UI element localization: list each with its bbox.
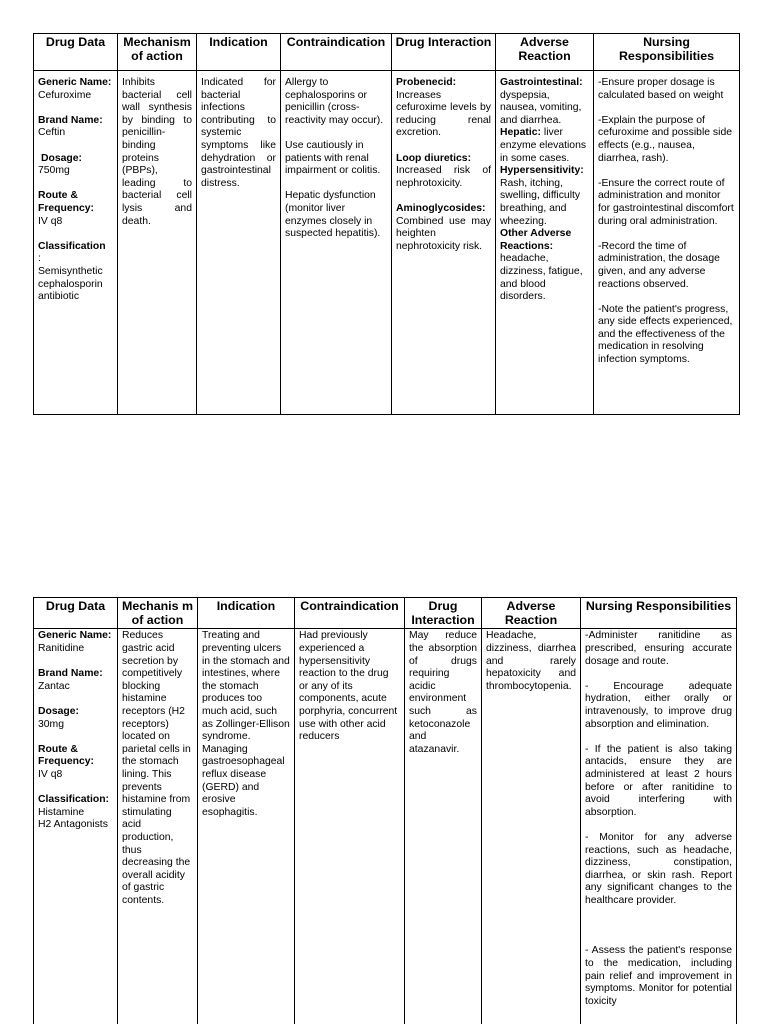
interaction-item [396,203,491,253]
header-drug-interaction: Drug Interaction [392,34,496,71]
nursing-item: -Ensure the correct route of administration and monitor for gastrointestinal discomfort during oral administration. [598,177,734,227]
cell-adverse-reaction [496,71,594,415]
table-row [34,71,740,415]
adverse-category: Hypersensitivity: [500,165,584,177]
header-indication: Indication [198,598,295,629]
generic-name-value: Cefuroxime [38,89,92,101]
cell-contraindication [281,71,392,415]
nursing-item: -Ensure proper dosage is calculated based on weight [598,77,724,101]
adverse-item [500,77,589,127]
header-indication: Indication [197,34,281,71]
nursing-item: - If the patient is also taking antacids, ensure they are administered at least 2 hours before or after ranitidine to avoid interfering with absorption. [585,743,732,818]
route-label: Route & Frequency: [38,743,95,768]
nursing-item: - Encourage adequate hydration, either orally or intravenously, to improve drug absorption and elimination. [585,680,732,730]
interaction-text: Combined use may heighten nephrotoxicity risk. [396,215,491,252]
classification-value: H2 Antagonists [38,819,108,831]
header-drug-data: Drug Data [34,598,118,629]
adverse-item [500,165,589,228]
interaction-drug-name: Aminoglycosides: [396,202,486,214]
classification-value: Histamine [38,806,85,818]
brand-name-label: Brand Name: [38,114,103,126]
interaction-text: Increased risk of nephrotoxicity. [396,165,491,189]
cell-drug-interaction [392,71,496,415]
route-label: Route & Frequency: [38,190,95,214]
table-row [34,629,737,1024]
generic-name-label: Generic Name: [38,77,112,88]
nursing-item: -Record the time of administration, the dosage given, and any adverse reactions observed. [598,240,720,290]
cell-nursing-responsibilities [581,629,737,1024]
header-nursing-responsibilities: Nursing Responsibilities [581,598,737,629]
cell-adverse-reaction: Headache, dizziness, diarrhea and rarely hepatoxicity and thrombocytopenia. [482,629,581,1024]
header-adverse-reaction: Adverse Reaction [482,598,581,629]
table-header-row [34,598,737,629]
drug-table-ranitidine [33,597,737,1024]
contraindication-item: Hepatic dysfunction (monitor liver enzymes closely in suspected hepatitis). [285,190,381,240]
cell-indication: Indicated for bacterial infections contributing to systemic symptoms like dehydration or gastrointestinal distress. [197,71,281,415]
dosage-label: Dosage: [41,152,82,164]
dosage-value: 750mg [38,165,70,177]
adverse-item [500,127,589,165]
brand-name-label: Brand Name: [38,668,103,680]
classification-label: Classification [38,240,106,252]
nursing-item: - Monitor for any adverse reactions, such as headache, dizziness, constipation, diarrhea, or skin rash. Report any significant changes to the healthcare provider. [585,831,732,906]
cell-indication: Treating and preventing ulcers in the stomach and intestines, where the stomach produces too much acid, such as Zollinger-Ellison syndrome. Managing gastroesophageal reflux disease (GERD) and erosive esophagitis. [198,629,295,1024]
dosage-value: 30mg [38,718,64,730]
contraindication-item: Use cautiously in patients with renal impairment or colitis. [285,139,381,177]
header-nursing-responsibilities: Nursing Responsibilities [594,34,740,71]
classification-label: Classification: [38,794,110,806]
header-drug-data: Drug Data [34,34,118,71]
interaction-item [396,153,491,191]
cell-mechanism: Inhibits bacterial cell wall synthesis by binding to penicillin-binding proteins (PBPs), leading to bacterial cell lysis and death. [118,71,197,415]
cell-mechanism: Reduces gastric acid secretion by competitively blocking histamine receptors (H2 receptors) located on parietal cells in the stomach lining. This prevents histamine from stimulating acid production, thus decreasing the overall acidity of gastric contents. [118,629,198,1024]
drug-table-cefuroxime [33,33,740,415]
cell-drug-data [34,71,118,415]
nursing-item: -Note the patient's progress, any side effects experienced, and the effectiveness of the medication in resolving infection symptoms. [598,303,733,366]
contraindication-item: Allergy to cephalosporins or penicillin (cross-reactivity may occur). [285,77,384,126]
classification-value: Semisynthetic cephalosporin antibiotic [38,265,103,303]
header-contraindication: Contraindication [281,34,392,71]
table-header-row [34,34,740,71]
cell-nursing-responsibilities [594,71,740,415]
brand-name-value: Zantac [38,680,70,692]
header-drug-interaction: Drug Interaction [405,598,482,629]
cell-contraindication: Had previously experienced a hypersensitivity reaction to the drug or any of its components, acute porphyria, concurrent use with other acid reducers [295,629,405,1024]
header-mechanism: Mechanis m of action [118,598,198,629]
generic-name-label: Generic Name: [38,630,112,642]
adverse-category: Other Adverse Reactions: [500,228,572,252]
interaction-item [396,77,491,140]
header-contraindication: Contraindication [295,598,405,629]
adverse-category: Gastrointestinal: [500,77,583,88]
adverse-item [500,228,589,304]
header-mechanism: Mechanism of action [118,34,197,71]
adverse-text: Rash, itching, swelling, difficulty breathing, and wheezing. [500,177,581,227]
brand-name-value: Ceftin [38,127,66,139]
header-adverse-reaction: Adverse Reaction [496,34,594,71]
cell-drug-data [34,629,118,1024]
adverse-text: liver enzyme elevations in some cases. [500,127,587,164]
classification-colon: : [38,253,41,265]
route-value: IV q8 [38,215,63,227]
cell-drug-interaction: May reduce the absorption of drugs requiring acidic environment such as ketoconazole and atazanavir. [405,629,482,1024]
route-value: IV q8 [38,768,63,780]
interaction-drug-name: Probenecid: [396,77,457,88]
nursing-item: -Administer ranitidine as prescribed, ensuring accurate dosage and route. [585,630,732,667]
adverse-text: headache, dizziness, fatigue, and blood disorders. [500,253,583,303]
interaction-drug-name: Loop diuretics: [396,152,472,164]
nursing-item: -Explain the purpose of cefuroxime and possible side effects (e.g., nausea, diarrhea, rash). [598,114,732,164]
nursing-item: - Assess the patient's response to the medication, including pain relief and improvement in symptoms. Monitor for potential toxicity [585,945,732,1007]
generic-name-value: Ranitidine [38,643,85,654]
dosage-label: Dosage: [38,705,79,717]
adverse-text: dyspepsia, nausea, vomiting, and diarrhea. [500,89,582,126]
interaction-text: Increases cefuroxime levels by reducing renal excretion. [396,89,491,139]
adverse-category: Hepatic: [500,127,541,139]
